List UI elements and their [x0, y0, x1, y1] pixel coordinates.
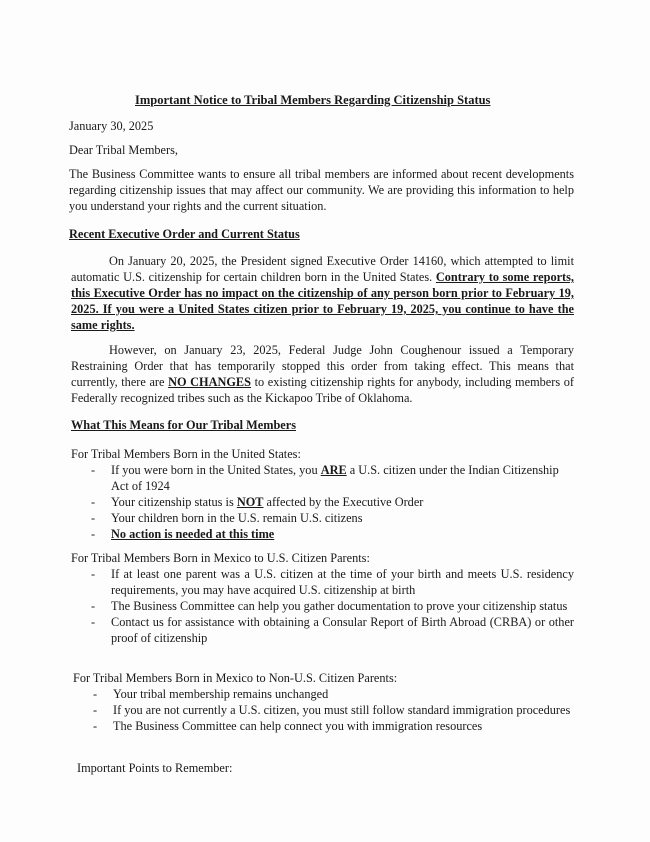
intro-paragraph: The Business Committee wants to ensure all tribal members are informed about recent developments regarding citizenship issues that may affect our community. We are providing this information to help you understand your rights and the current situation.: [69, 167, 574, 213]
list-item-text: If you were born in the United States, you: [111, 463, 321, 477]
list-item-text: affected by the Executive Order: [263, 495, 424, 509]
list-item: - If at least one parent was a U.S. citizen at the time of your birth and meets U.S. residency requirements, you may have acquired U.S. citizenship at birth: [91, 566, 574, 598]
group-label-mexico-non-us-parents: For Tribal Members Born in Mexico to Non-U.S. Citizen Parents:: [73, 671, 398, 685]
restraining-order-text-end: to existing citizenship rights for anybody, including members of Federally recognized tribes such as the Kickapoo Tribe of Oklahoma.: [71, 375, 574, 405]
restraining-order-paragraph: [71, 342, 574, 406]
no-changes-emphasis: NO CHANGES: [168, 375, 251, 389]
list-item-text: Your children born in the U.S. remain U.S. citizens: [111, 511, 363, 525]
list-item: [91, 494, 574, 510]
section-heading-executive-order: Recent Executive Order and Current Status: [69, 227, 300, 241]
list-item: [91, 510, 574, 526]
important-points-label: Important Points to Remember:: [77, 761, 233, 775]
group-list-us-born: [91, 462, 574, 542]
section-heading-tribal-members: What This Means for Our Tribal Members: [71, 418, 296, 432]
not-emphasis: NOT: [236, 495, 264, 509]
group-label-mexico-us-parents: For Tribal Members Born in Mexico to U.S. Citizen Parents:: [71, 551, 370, 565]
list-item: [91, 462, 574, 494]
list-item: - Contact us for assistance with obtaining a Consular Report of Birth Abroad (CRBA) or other proof of citizenship: [91, 614, 574, 646]
no-action-emphasis: No action is needed at this time: [111, 527, 275, 541]
notice-title: Important Notice to Tribal Members Regarding Citizenship Status: [135, 93, 491, 107]
list-item-text: Your citizenship status is: [111, 495, 237, 509]
are-emphasis: ARE: [320, 463, 347, 477]
notice-date: January 30, 2025: [69, 119, 154, 133]
list-item: - If you are not currently a U.S. citizen, you must still follow standard immigration procedures: [93, 702, 574, 718]
list-item: - The Business Committee can help you gather documentation to prove your citizenship status: [91, 598, 574, 614]
restraining-order-text: However, on January 23, 2025, Federal Judge John Coughenour issued a Temporary Restraining Order that has temporarily stopped this order from taking effect. This means that currently, there are: [71, 343, 574, 389]
list-item: - The Business Committee can help connect you with immigration resources: [93, 718, 574, 734]
list-item: [91, 526, 574, 542]
group-list-mexico-non-us-parents: [93, 686, 574, 734]
group-list-mexico-us-parents: [91, 566, 574, 646]
executive-order-text: On January 20, 2025, the President signed Executive Order 14160, which attempted to limit automatic U.S. citizenship for certain children born in the United States.: [71, 254, 574, 284]
list-item: - Your tribal membership remains unchanged: [93, 686, 574, 702]
salutation: Dear Tribal Members,: [69, 143, 178, 157]
executive-order-emphasis: Contrary to some reports, this Executive Order has no impact on the citizenship of any person born prior to February 19, 2025. If you were a United States citizen prior to February 19, 2025, you continue to have the same rights.: [71, 270, 575, 332]
group-label-us-born: For Tribal Members Born in the United States:: [71, 447, 301, 461]
list-item-text: a U.S. citizen under the Indian Citizenship Act of 1924: [111, 463, 559, 493]
executive-order-paragraph: [71, 253, 574, 333]
